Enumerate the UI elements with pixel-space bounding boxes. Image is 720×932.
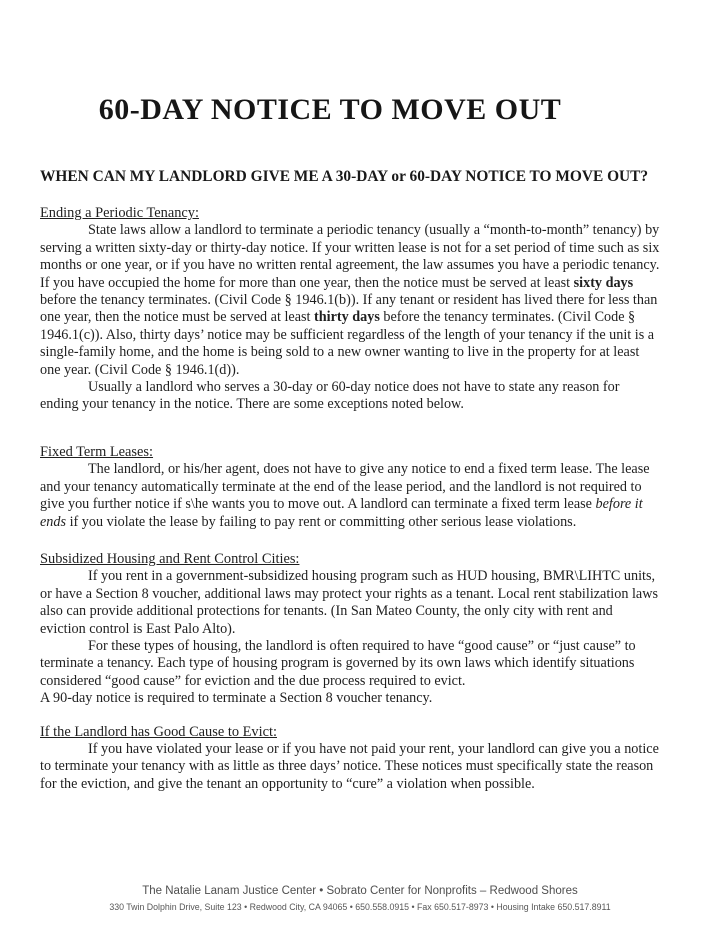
text-run: if you violate the lease by failing to pay rent or committing other serious lease violations. — [66, 513, 577, 530]
footer-address-line: 330 Twin Dolphin Drive, Suite 123 • Redwood City, CA 94065 • 650.558.0915 • Fax 650.517-8973 • Housing Intake 650.517.8911 — [109, 902, 611, 912]
text-run-italic-before-it-ends: before it ends — [40, 496, 643, 530]
text-run-bold-thirty-days: thirty days — [314, 309, 380, 326]
section-heading-ending-periodic-tenancy: Ending a Periodic Tenancy: — [40, 205, 199, 221]
paragraph-good-cause-to-evict — [40, 741, 660, 793]
text-run: For these types of housing, the landlord is often required to have “good cause” or “just cause” to terminate a tenancy. Each type of housing program is governed by its own laws which identify situations considered “good cause” for eviction and the due process required to evict. — [40, 637, 636, 689]
paragraph-periodic-tenancy-2 — [40, 379, 660, 414]
footer-org-line: The Natalie Lanam Justice Center • Sobrato Center for Nonprofits – Redwood Shores — [142, 885, 578, 897]
section-heading-fixed-term-leases: Fixed Term Leases: — [40, 443, 154, 460]
paragraph-ninety-day-notice — [40, 690, 660, 707]
document-content — [40, 92, 660, 793]
paragraph-periodic-tenancy-1 — [40, 222, 660, 379]
document-footer — [0, 884, 720, 913]
text-run: A 90-day notice is required to terminate a Section 8 voucher tenancy. — [40, 690, 433, 707]
section-heading-good-cause-to-evict: If the Landlord has Good Cause to Evict: — [40, 723, 277, 740]
text-run: before the tenancy terminates. (Civil Code § 1946.1(b)). If any tenant or resident has lived there for less than one year, then the notice must be served at least — [40, 292, 658, 326]
paragraph-fixed-term-leases — [40, 461, 660, 531]
paragraph-subsidized-housing-2 — [40, 638, 660, 690]
text-run: If you rent in a government-subsidized housing program such as HUD housing, BMR\LIHTC units, or have a Section 8 voucher, additional laws may protect your rights as a tenant. Local rent stabilization laws also can provide additional protections for tenants. (In San Mateo County, the only city with rent and eviction control is East Palo Alto). — [40, 568, 658, 637]
text-run-bold-sixty-days: sixty days — [573, 274, 634, 291]
paragraph-subsidized-housing-1 — [40, 568, 660, 638]
text-run: If you have violated your lease or if you have not paid your rent, your landlord can give you a notice to terminate your tenancy with as little as three days’ notice. These notices must specifically state the reason for the eviction, and give the tenant an opportunity to “cure” a violation when possible. — [40, 740, 659, 792]
page-title: 60-DAY NOTICE TO MOVE OUT — [98, 93, 562, 126]
page-subtitle: WHEN CAN MY LANDLORD GIVE ME A 30-DAY or 60-DAY NOTICE TO MOVE OUT? — [40, 168, 649, 185]
text-run: Usually a landlord who serves a 30-day or 60-day notice does not have to state any reason for ending your tenancy in the notice. There are some exceptions noted below. — [40, 379, 620, 413]
text-run: The landlord, or his/her agent, does not have to give any notice to end a fixed term lease. The lease and your tenancy automatically terminate at the end of the lease period, and the landlord is not required to give you further notice if s\he wants you to move out. A landlord can terminate a fixed term lease — [40, 461, 650, 513]
text-run: State laws allow a landlord to terminate a periodic tenancy (usually a “month-to-month” tenancy) by serving a written sixty-day or thirty-day notice. If your written lease is not for a set period of time such as six months or one year, or if you have no written rental agreement, the law assumes you have a periodic tenancy. If you have occupied the home for more than one year, then the notice must be served at least — [40, 222, 660, 291]
section-heading-subsidized-housing: Subsidized Housing and Rent Control Cities: — [40, 550, 300, 567]
text-run: before the tenancy terminates. (Civil Code § 1946.1(c)). Also, thirty days’ notice may be sufficient regardless of the length of your tenancy if the unit is a single-family home, and the home is being sold to a new owner wanting to live in the property for at least one year. (Civil Code § 1946.1(d)). — [40, 309, 655, 378]
